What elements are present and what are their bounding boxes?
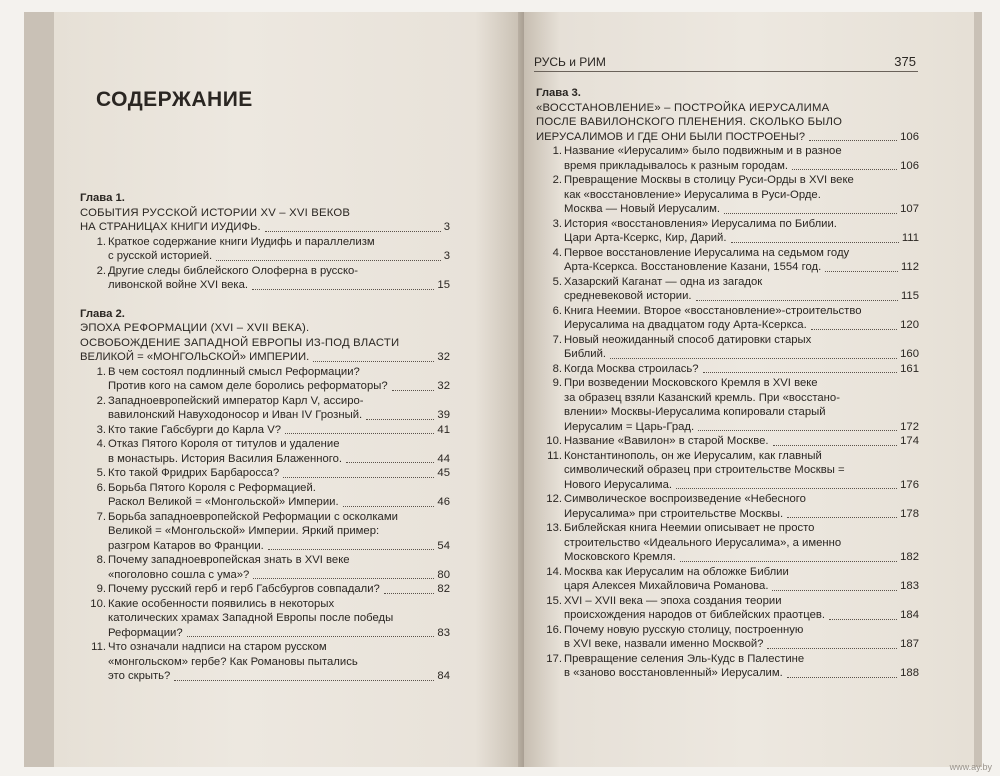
toc-entry[interactable] — [80, 264, 450, 293]
page-number: 375 — [894, 54, 916, 69]
entry-last-line-text: разгром Катаров во Франции. — [108, 539, 264, 552]
page-ref: 32 — [437, 351, 450, 363]
chapter-title-entry[interactable] — [80, 220, 450, 235]
chapter-title-entry-text: ВЕЛИКОЙ = «МОНГОЛЬСКОЙ» ИМПЕРИИ. — [80, 351, 310, 363]
entry-number: 8. — [552, 362, 562, 375]
toc-entry[interactable] — [536, 304, 919, 333]
entry-last-line-text: Кто такие Габсбурги до Карла V? — [108, 423, 282, 436]
toc-entry[interactable] — [536, 275, 919, 304]
entry-number: 4. — [552, 246, 562, 259]
toc-entry[interactable] — [536, 623, 919, 652]
entry-last-line-text: Иерусалим = Царь-Град. — [564, 420, 695, 433]
page-ref: 45 — [437, 467, 450, 479]
entry-line: влении» Москвы-Иерусалима копировали старый — [564, 406, 826, 418]
entry-last-line-text: происхождения народов от библейских праотцев. — [564, 609, 826, 621]
leader-dots — [792, 169, 897, 170]
page-ref: 188 — [900, 667, 919, 679]
toc-entry[interactable] — [536, 565, 919, 594]
entry-last-line[interactable] — [108, 249, 450, 264]
entry-number: 7. — [552, 333, 562, 346]
entry-line: Превращение Москвы в столицу Руси-Орды в XVI веке — [564, 174, 854, 186]
entry-number: 6. — [96, 481, 106, 494]
toc-entry[interactable] — [80, 582, 450, 597]
leader-dots — [676, 488, 897, 489]
entry-last-line[interactable] — [564, 637, 919, 652]
entry-number: 5. — [552, 275, 562, 288]
entry-last-line[interactable] — [564, 507, 919, 522]
entry-number: 6. — [552, 304, 562, 317]
leader-dots — [216, 260, 441, 261]
watermark: www.ay.by — [949, 762, 992, 772]
leader-dots — [268, 549, 435, 550]
entry-last-line-text: Нового Иерусалима. — [564, 478, 672, 491]
toc-entry[interactable] — [80, 640, 450, 684]
toc-entry[interactable] — [536, 333, 919, 362]
entry-number: 11. — [91, 641, 106, 653]
page-ref: 160 — [900, 348, 919, 360]
entry-last-line-text: Иерусалима на двадцатом году Арта-Ксеркса. — [564, 319, 807, 331]
header-rule — [534, 71, 918, 72]
entry-last-line-text: Против кого на самом деле боролись реформаторы? — [108, 380, 388, 392]
entry-last-line[interactable] — [564, 608, 919, 623]
entry-last-line[interactable] — [564, 318, 919, 333]
leader-dots — [384, 593, 435, 594]
entry-number: 15. — [546, 594, 562, 607]
entry-number: 1. — [96, 365, 106, 378]
entry-number: 12. — [546, 493, 562, 505]
entry-line: Константинополь, он же Иерусалим, как главный — [564, 449, 822, 462]
entry-last-line[interactable] — [108, 495, 450, 510]
toc-entry[interactable] — [536, 362, 919, 377]
entry-number: 1. — [96, 235, 106, 248]
entry-last-line[interactable] — [564, 478, 919, 493]
page-ref: 15 — [437, 279, 450, 291]
entry-line: символический образец при строительстве Москвы = — [564, 464, 845, 476]
page-ref: 83 — [437, 626, 450, 639]
leader-dots — [680, 561, 897, 562]
entry-number: 2. — [552, 174, 562, 186]
entry-number: 13. — [546, 522, 562, 534]
page-ref: 111 — [901, 232, 919, 244]
entry-last-line-text: Московского Кремля. — [564, 551, 676, 563]
toc-entry[interactable] — [536, 492, 919, 521]
entry-line: История «восстановления» Иерусалима по Библии. — [564, 217, 837, 230]
entry-last-line-text: с русской историей. — [108, 250, 213, 262]
leader-dots — [696, 300, 898, 301]
entry-line: При возведении Московского Кремля в XVI веке — [564, 377, 818, 389]
page-ref: 44 — [437, 452, 450, 465]
entry-last-line[interactable] — [108, 582, 450, 597]
entry-number: 2. — [96, 264, 106, 277]
entry-line: Название «Иерусалим» было подвижным и в разное — [564, 145, 842, 157]
toc-entry[interactable] — [536, 217, 919, 246]
entry-last-line[interactable] — [108, 278, 450, 293]
leader-dots — [343, 506, 435, 507]
entry-last-line[interactable] — [564, 434, 919, 449]
page-ref: 106 — [900, 159, 919, 172]
leader-dots — [787, 517, 897, 518]
leader-dots — [787, 677, 897, 678]
page-ref: 112 — [900, 261, 919, 273]
entry-number: 3. — [96, 423, 106, 436]
entry-line: Отказ Пятого Короля от титулов и удаление — [108, 438, 340, 450]
running-title: РУСЬ и РИМ — [534, 55, 606, 69]
entry-last-line-text: царя Алексея Михайловича Романова. — [564, 580, 769, 592]
page-ref: 183 — [900, 580, 919, 592]
chapter-title-entry-text: НА СТРАНИЦАХ КНИГИ ИУДИФЬ. — [80, 221, 261, 233]
chapter-label: Глава 3. — [536, 87, 581, 99]
leader-dots — [313, 361, 434, 362]
page-ref: 184 — [900, 609, 919, 621]
entry-last-line[interactable] — [108, 568, 450, 583]
entry-last-line-text: вавилонский Навуходоносор и Иван IV Грозный. — [108, 409, 363, 421]
toc-entry[interactable] — [80, 365, 450, 394]
toc-entry[interactable] — [80, 510, 450, 554]
page-ref: 174 — [900, 435, 919, 447]
page-ref: 54 — [437, 539, 450, 552]
entry-last-line[interactable] — [564, 202, 919, 217]
entry-number: 10. — [90, 597, 106, 610]
entry-line: Западноевропейский император Карл V, ассиро- — [108, 394, 364, 407]
entry-line: за образец взяли Казанский кремль. При «восстано- — [564, 391, 840, 404]
left-toc-column — [80, 191, 450, 684]
entry-number: 3. — [552, 217, 562, 230]
entry-number: 9. — [96, 583, 106, 595]
entry-line: Другие следы библейского Олоферна в русско- — [108, 264, 359, 277]
page-ref: 187 — [900, 638, 919, 650]
page-ref: 182 — [900, 551, 919, 563]
contents-heading: СОДЕРЖАНИЕ — [96, 88, 253, 111]
page-ref: 3 — [443, 221, 450, 233]
entry-line: Краткое содержание книги Иудифь и параллелизм — [108, 235, 375, 248]
toc-entry[interactable] — [536, 652, 919, 681]
entry-line: Книга Неемии. Второе «восстановление»-строительство — [564, 304, 862, 317]
entry-last-line[interactable] — [564, 362, 919, 377]
entry-line: Что означали надписи на старом русском — [108, 641, 327, 653]
leader-dots — [767, 648, 897, 649]
leader-dots — [698, 430, 897, 431]
entry-last-line[interactable] — [564, 159, 919, 174]
toc-entry[interactable] — [536, 144, 919, 173]
leader-dots — [829, 619, 897, 620]
entry-last-line[interactable] — [108, 408, 450, 423]
entry-line: строительство «Идеального Иерусалима», а именно — [564, 536, 842, 549]
toc-entry[interactable] — [80, 466, 450, 481]
entry-last-line[interactable] — [108, 379, 450, 394]
entry-number: 8. — [96, 554, 106, 566]
leader-dots — [346, 462, 434, 463]
leader-dots — [825, 271, 898, 272]
entry-last-line-text: в «заново восстановленный» Иерусалим. — [564, 667, 783, 679]
entry-last-line-text: средневековой истории. — [564, 290, 692, 302]
entry-last-line-text: это скрыть? — [108, 670, 171, 682]
chapter-label: Глава 1. — [80, 192, 125, 204]
entry-last-line[interactable] — [564, 420, 919, 435]
entry-line: Почему западноевропейская знать в XVI веке — [108, 554, 350, 566]
running-header — [534, 55, 916, 69]
toc-entry[interactable] — [536, 173, 919, 217]
chapter-title-entry[interactable] — [536, 130, 919, 145]
toc-entry[interactable] — [80, 394, 450, 423]
leader-dots — [187, 636, 435, 637]
entry-last-line-text: Раскол Великой = «Монгольской» Империи. — [108, 496, 339, 508]
entry-last-line-text: Название «Вавилон» в старой Москве. — [564, 435, 769, 447]
entry-last-line[interactable] — [564, 347, 919, 362]
chapter-block — [80, 191, 450, 293]
entry-last-line-text: Иерусалима» при строительстве Москвы. — [564, 507, 784, 520]
toc-entry[interactable] — [80, 423, 450, 438]
entry-last-line-text: Кто такой Фридрих Барбаросса? — [108, 467, 280, 479]
toc-entry[interactable] — [536, 449, 919, 493]
leader-dots — [731, 242, 899, 243]
page-ref: 107 — [900, 203, 919, 215]
page-ref: 172 — [900, 420, 919, 433]
leader-dots — [252, 289, 434, 290]
page-ref: 161 — [900, 362, 919, 375]
entry-last-line[interactable] — [108, 452, 450, 467]
toc-entry[interactable] — [536, 521, 919, 565]
chapter-title-line: СОБЫТИЯ РУССКОЙ ИСТОРИИ XV – XVI ВЕКОВ — [80, 206, 351, 219]
right-toc-column — [536, 86, 919, 681]
entry-number: 7. — [96, 510, 106, 523]
page-ref: 115 — [900, 290, 919, 302]
page-ref: 46 — [437, 496, 450, 508]
entry-last-line-text: ливонской войне XVI века. — [108, 279, 248, 291]
entry-line: Почему новую русскую столицу, построенную — [564, 623, 804, 636]
toc-entry[interactable] — [536, 594, 919, 623]
entry-line: католических храмах Западной Европы после победы — [108, 612, 394, 624]
entry-number: 5. — [96, 467, 106, 479]
page-ref: 106 — [900, 130, 919, 143]
entry-line: Символическое воспроизведение «Небесного — [564, 493, 806, 505]
chapter-title-line: ПОСЛЕ ВАВИЛОНСКОГО ПЛЕНЕНИЯ. СКОЛЬКО БЫЛО — [536, 116, 843, 128]
leader-dots — [610, 358, 897, 359]
leader-dots — [773, 445, 898, 446]
chapter-title-line: ЭПОХА РЕФОРМАЦИИ (XVI – XVII ВЕКА). — [80, 322, 310, 334]
toc-entry[interactable] — [80, 553, 450, 582]
leader-dots — [174, 680, 434, 681]
toc-entry[interactable] — [80, 437, 450, 466]
entry-line: В чем состоял подлинный смысл Реформации? — [108, 365, 360, 378]
page-ref: 176 — [900, 478, 919, 491]
leader-dots — [285, 433, 434, 434]
entry-number: 14. — [546, 565, 562, 578]
entry-last-line[interactable] — [564, 260, 919, 275]
entry-last-line[interactable] — [564, 550, 919, 565]
leader-dots — [811, 329, 897, 330]
entry-last-line[interactable] — [564, 231, 919, 246]
entry-last-line[interactable] — [108, 466, 450, 481]
chapter-title-line: ОСВОБОЖДЕНИЕ ЗАПАДНОЙ ЕВРОПЫ ИЗ-ПОД ВЛАСТИ — [80, 336, 400, 349]
entry-number: 10. — [546, 435, 562, 447]
entry-last-line-text: «поголовно сошла с ума»? — [108, 568, 250, 581]
toc-entry[interactable] — [536, 246, 919, 275]
leader-dots — [724, 213, 897, 214]
leader-dots — [283, 477, 434, 478]
entry-last-line-text: в XVI веке, назвали именно Москвой? — [564, 638, 764, 650]
entry-last-line[interactable] — [108, 423, 450, 438]
page-ref: 80 — [437, 568, 450, 581]
entry-number: 17. — [546, 652, 562, 665]
page-ref: 39 — [437, 409, 450, 421]
entry-last-line[interactable] — [108, 626, 450, 641]
chapter-block — [536, 86, 919, 681]
chapter-title-entry[interactable] — [80, 350, 450, 365]
entry-last-line[interactable] — [564, 666, 919, 681]
entry-last-line[interactable] — [108, 669, 450, 684]
entry-last-line-text: Цари Арта-Ксеркс, Кир, Дарий. — [564, 232, 727, 244]
page-ref: 178 — [900, 507, 919, 520]
entry-number: 2. — [96, 394, 106, 407]
entry-last-line-text: Библий. — [564, 348, 607, 360]
entry-line: Москва как Иерусалим на обложке Библии — [564, 565, 789, 578]
page-ref: 84 — [437, 670, 450, 682]
leader-dots — [392, 390, 435, 391]
leader-dots — [772, 590, 897, 591]
entry-number: 11. — [547, 449, 562, 462]
leader-dots — [366, 419, 434, 420]
entry-number: 9. — [552, 377, 562, 389]
toc-entry[interactable] — [80, 597, 450, 641]
leader-dots — [265, 231, 441, 232]
entry-line: как «восстановление» Иерусалима в Руси-Орде. — [564, 188, 821, 201]
entry-number: 16. — [546, 623, 562, 636]
chapter-label: Глава 2. — [80, 307, 125, 320]
entry-line: Превращение селения Эль-Кудс в Палестине — [564, 652, 805, 665]
page-ref: 41 — [437, 423, 450, 436]
chapter-title-line: «ВОССТАНОВЛЕНИЕ» – ПОСТРОЙКА ИЕРУСАЛИМА — [536, 101, 830, 114]
toc-entry[interactable] — [536, 434, 919, 449]
page-ref: 82 — [437, 583, 450, 595]
entry-last-line-text: в монастырь. История Василия Блаженного. — [108, 452, 343, 465]
toc-entry[interactable] — [536, 376, 919, 434]
page-ref: 32 — [437, 380, 450, 392]
entry-number: 4. — [96, 438, 106, 450]
entry-line: Борьба Пятого Короля с Реформацией. — [108, 481, 316, 494]
entry-number: 1. — [552, 145, 562, 157]
entry-line: Новый неожиданный способ датировки старых — [564, 333, 812, 346]
entry-line: Какие особенности появились в некоторых — [108, 597, 335, 610]
entry-line: Первое восстановление Иерусалима на седьмом году — [564, 246, 850, 259]
entry-line: Библейская книга Неемии описывает не просто — [564, 522, 815, 534]
entry-last-line-text: время прикладывалось к разным городам. — [564, 159, 789, 172]
toc-entry[interactable] — [80, 235, 450, 264]
chapter-title-entry-text: ИЕРУСАЛИМОВ И ГДЕ ОНИ БЫЛИ ПОСТРОЕНЫ? — [536, 130, 806, 143]
page-ref: 3 — [443, 250, 450, 262]
chapter-block — [80, 307, 450, 684]
leader-dots — [253, 578, 434, 579]
entry-last-line-text: Реформации? — [108, 626, 183, 639]
toc-entry[interactable] — [80, 481, 450, 510]
entry-line: Великой = «Монгольской» Империи. Яркий пример: — [108, 525, 380, 537]
entry-line: «монгольском» гербе? Как Романовы пытались — [108, 655, 358, 668]
entry-last-line[interactable] — [108, 539, 450, 554]
entry-line: Хазарский Каганат — одна из загадок — [564, 275, 763, 288]
entry-last-line[interactable] — [564, 579, 919, 594]
entry-line: Борьба западноевропейской Реформации с осколками — [108, 510, 398, 523]
entry-last-line-text: Почему русский герб и герб Габсбургов совпадали? — [108, 583, 380, 595]
page-ref: 120 — [900, 319, 919, 331]
entry-last-line-text: Арта-Ксеркса. Восстановление Казани, 1554 год. — [564, 261, 822, 273]
leader-dots — [809, 140, 897, 141]
chapter-gap — [80, 293, 450, 307]
leader-dots — [703, 372, 898, 373]
entry-last-line-text: Москва — Новый Иерусалим. — [564, 203, 720, 215]
entry-last-line[interactable] — [564, 289, 919, 304]
entry-last-line-text: Когда Москва строилась? — [564, 362, 699, 375]
entry-line: XVI – XVII века — эпоха создания теории — [564, 594, 782, 607]
